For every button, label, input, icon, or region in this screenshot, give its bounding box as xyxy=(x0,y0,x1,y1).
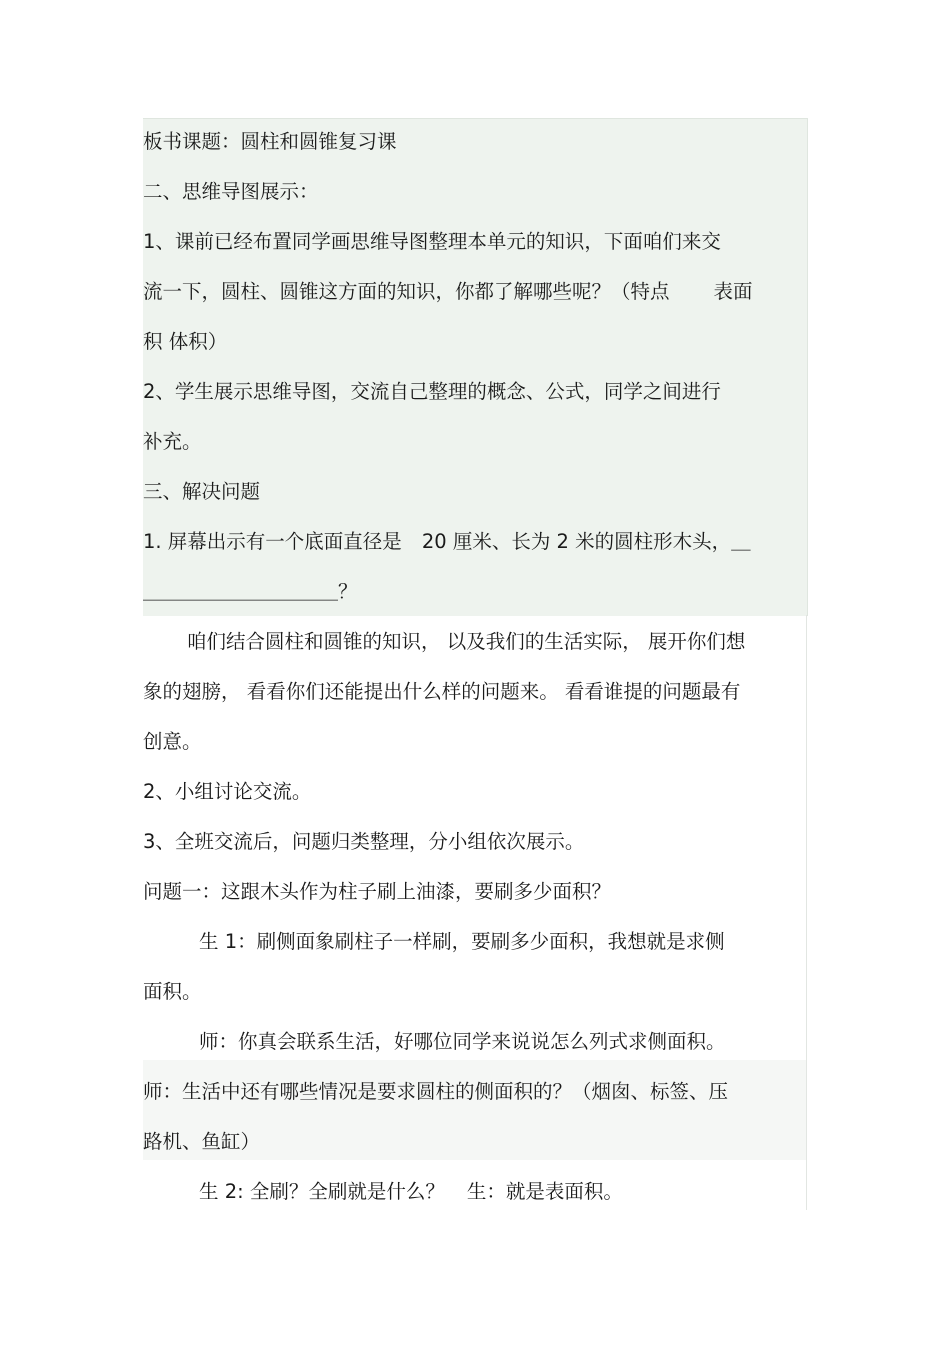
right-border xyxy=(806,615,807,1210)
paragraph-line: ＿＿＿＿＿＿＿＿＿＿？ xyxy=(143,580,358,603)
paragraph-line: 路机、鱼缸） xyxy=(143,1130,261,1153)
paragraph-line: 2、学生展示思维导图，交流自己整理的概念、公式，同学之间进行 xyxy=(143,380,721,403)
text-span: 表面 xyxy=(713,280,753,303)
text-span: 20 厘米、长为 2 米的圆柱形木头，＿ xyxy=(421,530,751,553)
lesson-title: 板书课题：圆柱和圆锥复习课 xyxy=(143,130,397,153)
text-span: 1. 屏幕出示有一个底面直径是 xyxy=(143,530,402,553)
section-heading-problems: 三、解决问题 xyxy=(143,480,261,503)
section-heading-mindmap: 二、思维导图展示： xyxy=(143,180,319,203)
paragraph-line: 2、小组讨论交流。 xyxy=(143,780,312,803)
paragraph-line: 1、课前已经布置同学画思维导图整理本单元的知识，下面咱们来交 xyxy=(143,230,721,253)
text-span: 流一下，圆柱、圆锥这方面的知识，你都了解哪些呢？（特点 xyxy=(143,280,670,303)
paragraph-line xyxy=(143,528,751,556)
paragraph-line: 师：生活中还有哪些情况是要求圆柱的侧面积的？（烟囱、标签、压 xyxy=(143,1080,729,1103)
question-one: 问题一：这跟木头作为柱子刷上油漆，要刷多少面积？ xyxy=(143,880,612,903)
paragraph-line xyxy=(143,278,753,306)
paragraph-line: 生 1：刷侧面象刷柱子一样刷，要刷多少面积，我想就是求侧 xyxy=(199,930,725,953)
paragraph-line: 面积。 xyxy=(143,980,202,1003)
paragraph-line: 补充。 xyxy=(143,430,202,453)
paragraph-line: 师：你真会联系生活，好哪位同学来说说怎么列式求侧面积。 xyxy=(199,1030,726,1053)
text-span: 生：就是表面积。 xyxy=(466,1180,623,1203)
paragraph-line xyxy=(199,1178,623,1206)
paragraph-line: 3、全班交流后，问题归类整理，分小组依次展示。 xyxy=(143,830,585,853)
paragraph-line: 象的翅膀， 看看你们还能提出什么样的问题来。 看看谁提的问题最有 xyxy=(143,680,741,703)
text-span: 生 2: 全刷？全刷就是什么？ xyxy=(199,1180,445,1203)
paragraph-line: 咱们结合圆柱和圆锥的知识， 以及我们的生活实际， 展开你们想 xyxy=(187,630,746,653)
paragraph-line: 积 体积） xyxy=(143,330,228,353)
paragraph-line: 创意。 xyxy=(143,730,202,753)
